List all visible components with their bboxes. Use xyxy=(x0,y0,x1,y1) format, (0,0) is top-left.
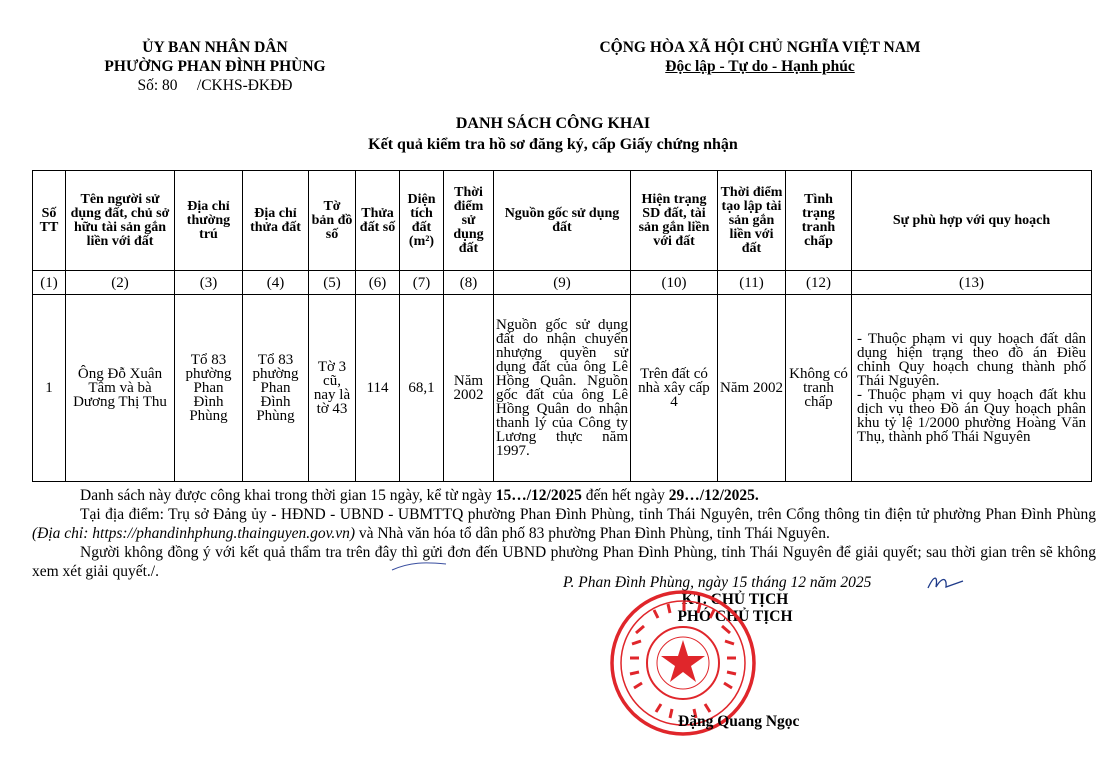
document-title: DANH SÁCH CÔNG KHAI xyxy=(455,115,651,132)
signer-role-1: KT. CHỦ TỊCH xyxy=(681,591,789,608)
column-number: (13) xyxy=(852,271,1092,295)
initial-mark xyxy=(390,558,450,576)
header-cell: Tình trạng tranh chấp xyxy=(786,171,852,271)
column-number: (11) xyxy=(718,271,786,295)
notice-location xyxy=(32,505,1096,543)
issuer-line1: ỦY BAN NHÂN DÂN xyxy=(142,39,288,56)
notice-end-date: 29…/12/2025. xyxy=(668,487,759,504)
national-heading xyxy=(560,38,960,76)
table-row xyxy=(33,295,1092,482)
header-cell: Hiện trạng SD đất, tài sản gắn liền với đất xyxy=(631,171,718,271)
column-number: (1) xyxy=(33,271,66,295)
issuer-line2: PHƯỜNG PHAN ĐÌNH PHÙNG xyxy=(104,58,326,75)
country-name: CỘNG HÒA XÃ HỘI CHỦ NGHĨA VIỆT NAM xyxy=(599,39,921,56)
cell-stt: 1 xyxy=(33,295,66,482)
issuer-block xyxy=(60,38,370,95)
notice-objection: Người không đồng ý với kết quả thẩm tra trên đây thì gửi đơn đến UBND phường Phan Đình Phùng, tỉnh Thái Nguyên để giải quyết; sau thời gian trên sẽ không xem xét giải quyết./. xyxy=(32,544,1096,580)
header-cell: Địa chỉ thửa đất xyxy=(243,171,309,271)
header-cell: Số TT xyxy=(33,171,66,271)
header-cell: Diện tích đất (m²) xyxy=(400,171,444,271)
planning-item: - Thuộc phạm vi quy hoạch đất khu dịch vụ theo Đồ án Quy hoạch phân khu tỷ lệ 1/2000 phường Hoàng Văn Thụ, thành phố Thái Nguyên xyxy=(857,387,1086,445)
national-motto: Độc lập - Tự do - Hạnh phúc xyxy=(665,58,855,75)
cell-use-time: Năm 2002 xyxy=(444,295,494,482)
column-number: (6) xyxy=(356,271,400,295)
document-subtitle: Kết quả kiểm tra hồ sơ đăng ký, cấp Giấy chứng nhận xyxy=(368,136,738,153)
document-number: Số: 80 /CKHS-ĐKĐĐ xyxy=(137,77,293,94)
initial-mark xyxy=(925,572,967,594)
header-cell: Sự phù hợp với quy hoạch xyxy=(852,171,1092,271)
cell-parcel-address: Tổ 83 phường Phan Đình Phùng xyxy=(243,295,309,482)
column-number-row xyxy=(33,271,1092,295)
column-number: (5) xyxy=(309,271,356,295)
cell-parcel-number: 114 xyxy=(356,295,400,482)
header-cell: Tên người sử dụng đất, chủ sở hữu tài sản gắn liền với đất xyxy=(66,171,175,271)
header-cell: Thửa đất số xyxy=(356,171,400,271)
cell-dispute: Không có tranh chấp xyxy=(786,295,852,482)
cell-residence: Tổ 83 phường Phan Đình Phùng xyxy=(175,295,243,482)
column-number: (10) xyxy=(631,271,718,295)
signer-role-2: PHÓ CHỦ TỊCH xyxy=(677,608,793,625)
table-header-row xyxy=(33,171,1092,271)
column-number: (2) xyxy=(66,271,175,295)
place-date: P. Phan Đình Phùng, ngày 15 tháng 12 năm 2025 xyxy=(563,574,872,591)
location-text: Tại địa điểm: Trụ sở Đảng ủy - HĐND - UBND - UBMTTQ phường Phan Đình Phùng, tỉnh Thái Nguyên, trên Cổng thông tin điện tử phường Phan Đình Phùng xyxy=(80,506,1096,523)
cell-current-state: Trên đất có nhà xây cấp 4 xyxy=(631,295,718,482)
header-cell: Tờ bản đồ số xyxy=(309,171,356,271)
planning-item: - Thuộc phạm vi quy hoạch đất dân dụng hiện trạng theo đồ án Điều chỉnh Quy hoạch chung thành phố Thái Nguyên. xyxy=(857,331,1086,389)
column-number: (8) xyxy=(444,271,494,295)
notice-text: Danh sách này được công khai trong thời gian 15 ngày, kể từ ngày xyxy=(80,487,496,504)
notice-period xyxy=(32,486,1096,505)
location-text: và Nhà văn hóa tổ dân phố 83 phường Phan Đình Phùng, tỉnh Thái Nguyên. xyxy=(355,525,830,542)
header-cell: Nguồn gốc sử dụng đất xyxy=(494,171,631,271)
column-number: (9) xyxy=(494,271,631,295)
cell-area: 68,1 xyxy=(400,295,444,482)
public-list-table xyxy=(32,170,1092,482)
cell-map-sheet: Tờ 3 cũ, nay là tờ 43 xyxy=(309,295,356,482)
header-cell: Địa chỉ thường trú xyxy=(175,171,243,271)
column-number: (7) xyxy=(400,271,444,295)
notice-text: đến hết ngày xyxy=(581,487,669,504)
cell-asset-time: Năm 2002 xyxy=(718,295,786,482)
signer-name: Đặng Quang Ngọc xyxy=(678,713,800,730)
column-number: (4) xyxy=(243,271,309,295)
header-cell: Thời điểm sử dụng đất xyxy=(444,171,494,271)
header-cell: Thời điểm tạo lập tài sản gắn liền với đất xyxy=(718,171,786,271)
portal-link[interactable]: (Địa chỉ: https://phandinhphung.thainguyen.gov.vn) xyxy=(32,525,356,542)
cell-owner: Ông Đỗ Xuân Tâm và bà Dương Thị Thu xyxy=(66,295,175,482)
notice-start-date: 15…/12/2025 xyxy=(495,487,582,504)
cell-origin: Nguồn gốc sử dụng đất do nhận chuyển nhượng quyền sử dụng đất của ông Lê Hồng Quân. Nguồn gốc đất của ông Lê Hồng Quân do nhận thanh lý của Công ty Lương thực năm 1997. xyxy=(494,295,631,482)
cell-planning xyxy=(852,295,1092,482)
column-number: (3) xyxy=(175,271,243,295)
column-number: (12) xyxy=(786,271,852,295)
